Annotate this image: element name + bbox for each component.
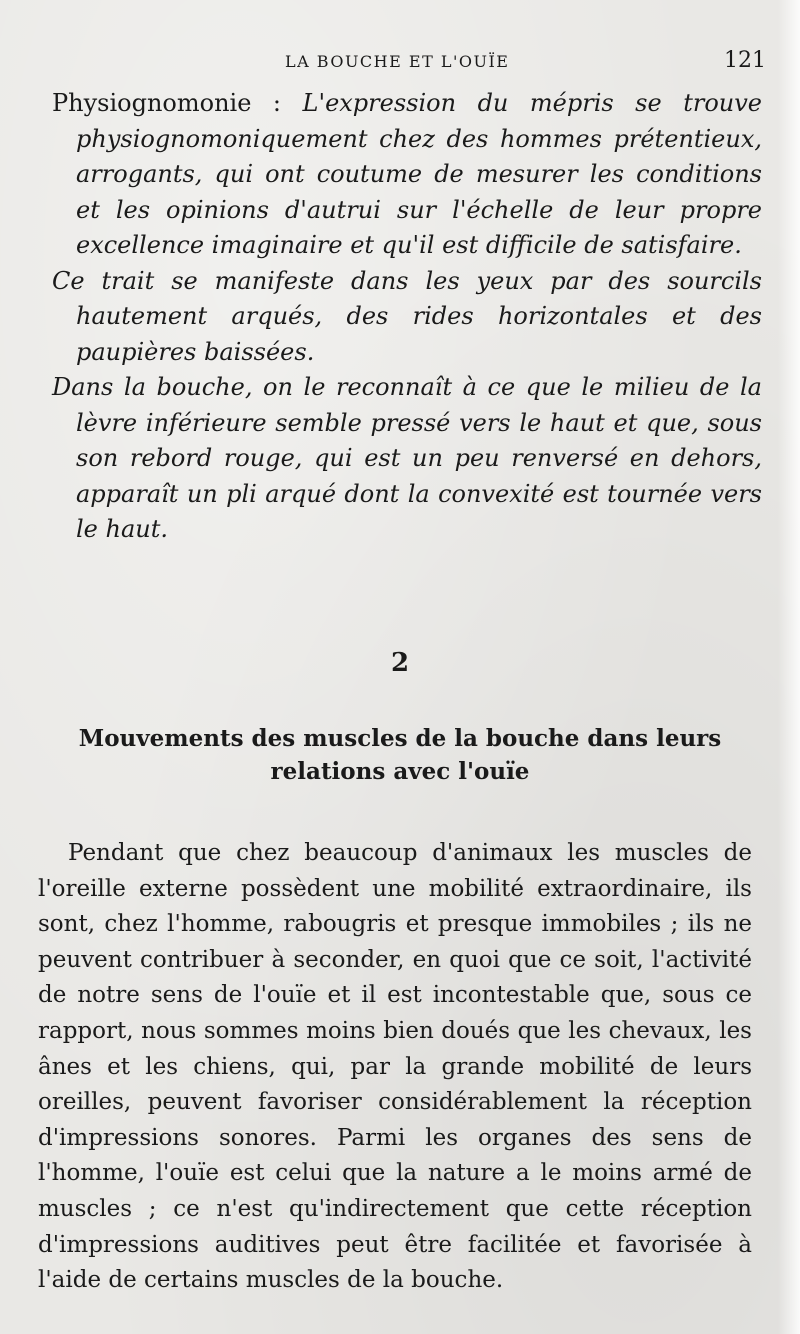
body-text	[38, 836, 752, 1299]
running-head	[0, 48, 800, 78]
section-title-line-2: relations avec l'ouïe	[270, 758, 530, 785]
section-title-line-1: Mouvements des muscles de la bouche dans leurs	[78, 725, 722, 752]
page-number: 121	[724, 48, 766, 73]
section-title	[40, 722, 760, 788]
quote-paragraph-physiognomonie	[52, 86, 762, 264]
section-number: 2	[390, 648, 410, 678]
quote-paragraph-yeux: Ce trait se manifeste dans les yeux par des sourcils hautement arqués, des rides horizontales et des paupières baissées.	[52, 266, 762, 366]
quote-block	[52, 86, 762, 548]
quote-lead: Physiognomonie :	[52, 89, 303, 117]
quote-paragraph-bouche: Dans la bouche, on le reconnaît à ce que le milieu de la lèvre inférieure semble pressé vers le haut et que, sous son rebord rouge, qui est un peu renversé en dehors, apparaît un pli arqué dont la convexité est tournée vers le haut.	[52, 373, 762, 543]
body-paragraph: Pendant que chez beaucoup d'animaux les muscles de l'oreille externe possèdent une mobilité extraordinaire, ils sont, chez l'homme, rabougris et presque immobiles ; ils ne peuvent contribuer à seconder, en quoi que ce soit, l'activité de notre sens de l'ouïe et il est incontestable que, sous ce rapport, nous sommes moins bien doués que les chevaux, les ânes et les chiens, qui, par la grande mobilité de leurs oreilles, peuvent favoriser considérablement la réception d'impressions sonores. Parmi les organes des sens de l'homme, l'ouïe est celui que la nature a le moins armé de muscles ; ce n'est qu'indirectement que cette réception d'impressions auditives peut être facilitée et favorisée à l'aide de certains muscles de la bouche.	[38, 840, 752, 1294]
running-title: LA BOUCHE ET L'OUÏE	[285, 52, 510, 71]
quote-text: L'expression du mépris se trouve physiognomoniquement chez des hommes prétentieux, arrogants, qui ont coutume de mesurer les conditions et les opinions d'autrui sur l'échelle de leur propre excellence imaginaire et qu'il est difficile de satisfaire.	[76, 89, 762, 259]
